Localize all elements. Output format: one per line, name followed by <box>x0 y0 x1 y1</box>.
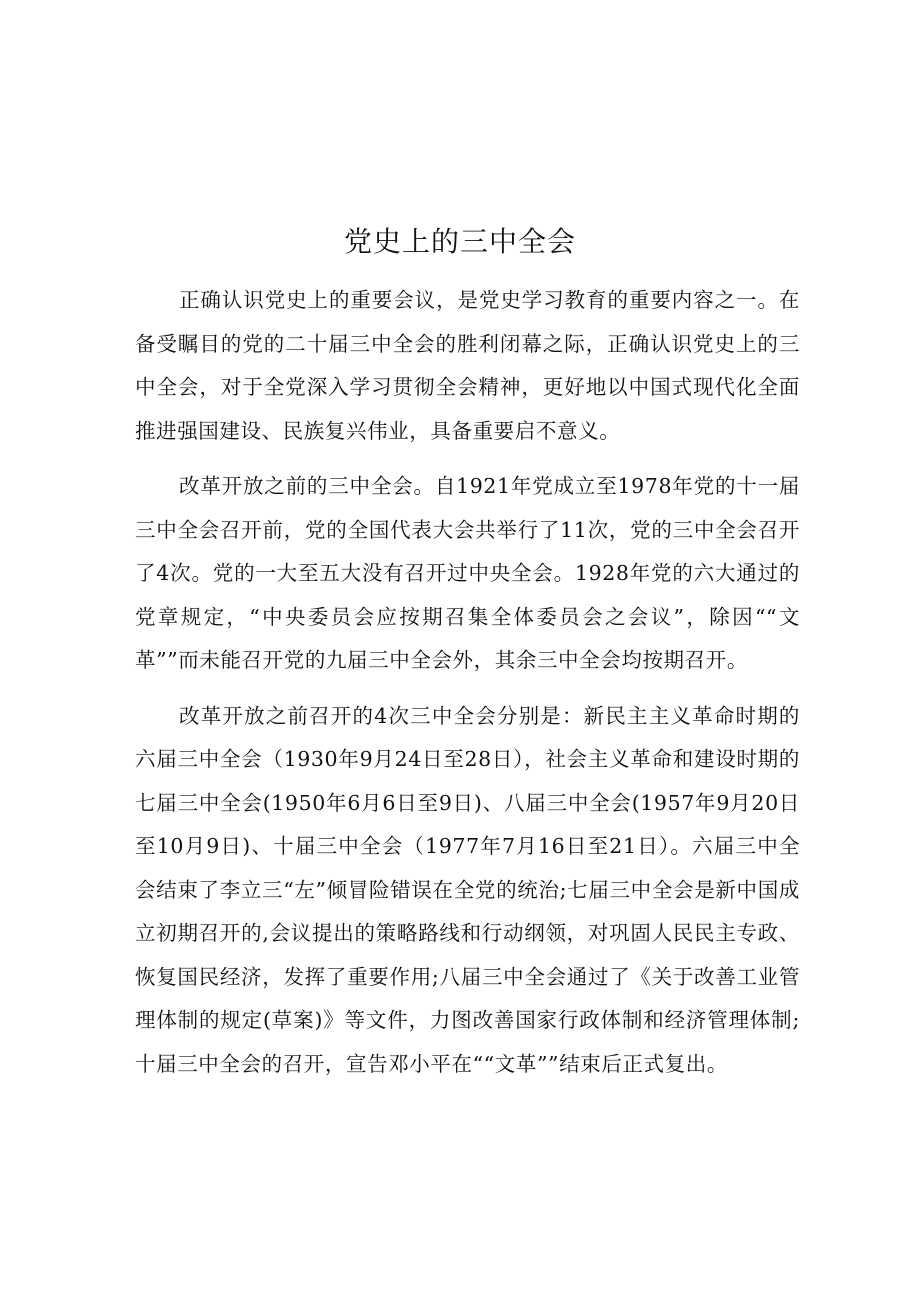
paragraph-intro: 正确认识党史上的重要会议，是党史学习教育的重要内容之一。在备受瞩目的党的二十届三中全会的胜利闭幕之际，正确认识党史上的三中全会，对于全党深入学习贯彻全会精神，更好地以中国式现代化全面推进强国建设、民族复兴伟业，具备重要启不意义。 <box>135 288 800 443</box>
document-title: 党史上的三中全会 <box>343 225 576 258</box>
paragraph-four-plenums: 改革开放之前召开的4次三中全会分别是：新民主主义革命时期的六届三中全会（1930年9月24日至28日），社会主义革命和建设时期的七届三中全会(1950年6月6日至9日)、八届三中全会(1957年9月20日至10月9日)、十届三中全会（1977年7月16日至21日）。六届三中全会结束了李立三“左”倾冒险错误在全党的统治;七届三中全会是新中国成立初期召开的,会议提出的策略路线和行动纲领，对巩固人民民主专政、恢复国民经济，发挥了重要作用;八届三中全会通过了《关于改善工业管理体制的规定(草案)》等文件，力图改善国家行政体制和经济管理体制;十届三中全会的召开，宣告邓小平在““文革””结束后正式复出。 <box>135 703 800 1076</box>
document-body <box>135 279 800 1086</box>
paragraph-before-reform: 改革开放之前的三中全会。自1921年党成立至1978年党的十一届三中全会召开前，党的全国代表大会共举行了11次，党的三中全会召开了4次。党的一大至五大没有召开过中央全会。1928年党的六大通过的党章规定，“中央委员会应按期召集全体委员会之会议”，除因““文革””而未能召开党的九届三中全会外，其余三中全会均按期召开。 <box>135 474 800 672</box>
